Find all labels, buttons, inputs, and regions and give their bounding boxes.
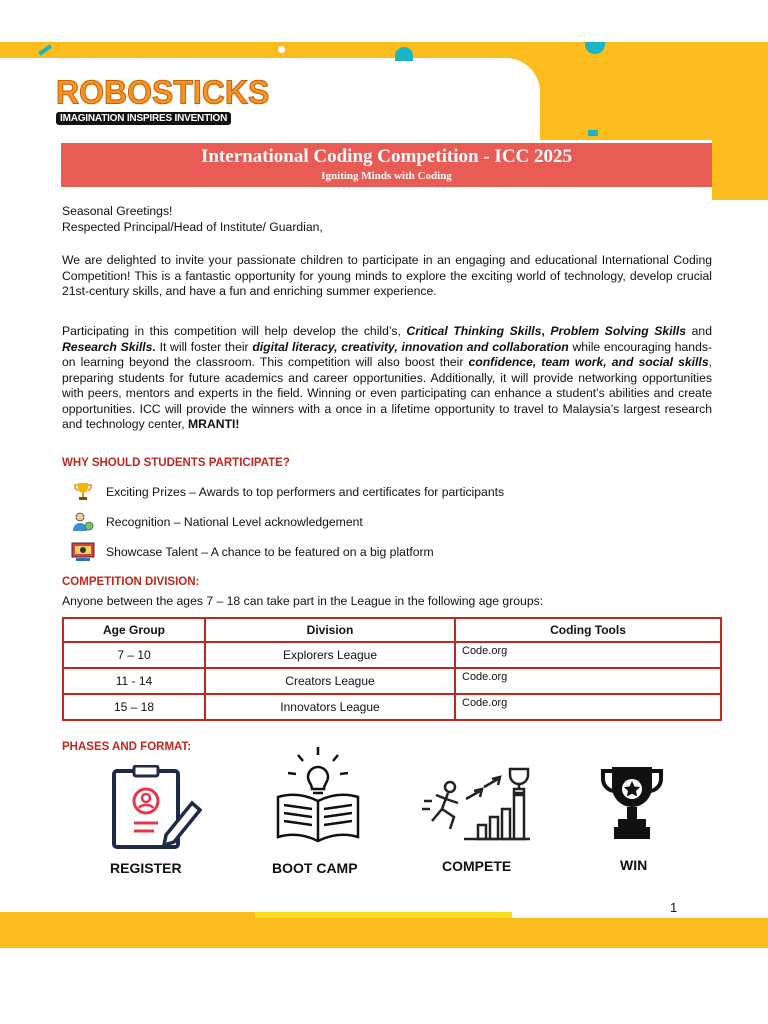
table-header: Division [205,618,455,642]
benefits-highlight: Research Skills. [62,339,156,354]
table-cell: 15 – 18 [63,694,205,720]
header-right-strip [712,140,768,200]
white-dot-decoration [278,46,285,53]
page-title: International Coding Competition - ICC 2025 [200,146,573,167]
table-header: Age Group [63,618,205,642]
runner-growth-chart-icon [420,765,532,848]
division-table [62,617,722,721]
greeting-line: Seasonal Greetings! [62,204,173,218]
benefits-text: Participating in this competition will help develop the child’s, [62,324,407,338]
why-item-text: Exciting Prizes – Awards to top performers and certificates for participants [106,485,505,499]
table-cell: 7 – 10 [63,642,205,668]
page-number: 1 [670,900,678,915]
benefits-highlight: confidence, team work, and social skills [468,355,709,369]
why-item-text: Showcase Talent – A chance to be featured on a big platform [106,545,434,559]
salutation-line: Respected Principal/Head of Institute/ Guardian, [62,219,323,234]
table-row [63,694,721,720]
table-header: Coding Tools [455,618,721,642]
benefits-highlight: Problem Solving Skills [550,324,687,338]
division-intro: Anyone between the ages 7 – 18 can take part in the League in the following age groups: [62,594,544,608]
benefits-text: while encouraging hands-on learning beyond the classroom. This competition will also boost their [62,339,713,369]
why-item [70,481,504,503]
benefits-text: and [686,324,712,338]
page-subtitle: Igniting Minds with Coding [321,170,452,182]
greeting [62,204,712,235]
table-row [63,668,721,694]
phase-compete-label: COMPETE [442,858,512,874]
phase-win-label: WIN [620,857,648,873]
benefits-text: , preparing students for future academics and career opportunities. Additionally, it will provide networking opportunities with peers, mentors and experts in the field. Winning or even participating can enhance a student’s abilities and create opportunities. ICC will provide the winners with a once in a lifetime opportunity to travel to Malaysia’s largest research and technology center, [62,355,712,431]
teal-dash-decoration [588,130,598,136]
phase-bootcamp-label: BOOT CAMP [272,860,358,876]
division-heading: COMPETITION DIVISION: [62,576,200,588]
table-cell: Explorers League [205,642,455,668]
trophy-icon [70,481,96,503]
table-row [63,642,721,668]
logo-wordmark: ROBOSTICKS [56,73,270,111]
phase-register-label: REGISTER [110,860,182,876]
robosticks-logo [56,73,270,126]
recognition-icon [70,511,96,533]
trophy-star-icon [600,763,664,848]
benefits-highlight: MRANTI! [188,417,240,431]
table-cell: Creators League [205,668,455,694]
why-heading: WHY SHOULD STUDENTS PARTICIPATE? [62,457,290,469]
benefits-highlight: digital literacy, creativity, innovation and collaboration [252,339,569,354]
table-header-row [63,618,721,642]
why-item-text: Recognition – National Level acknowledgement [106,515,363,529]
benefits-paragraph [62,324,712,433]
benefits-text: It will foster their [155,339,253,354]
logo-tagline: IMAGINATION INSPIRES INVENTION [56,112,231,125]
table-cell: Code.org [455,642,721,668]
table-cell: Code.org [455,668,721,694]
footer-yellow-band [0,918,768,948]
why-item [70,541,434,563]
why-item [70,511,363,533]
showcase-icon [70,541,96,563]
phases-heading: PHASES AND FORMAT: [62,741,192,753]
table-cell: Code.org [455,694,721,720]
teal-dot-decoration [395,47,413,61]
title-banner [61,143,712,187]
register-clipboard-icon [110,765,202,854]
book-lightbulb-icon [274,745,362,848]
table-cell: Innovators League [205,694,455,720]
intro-paragraph: We are delighted to invite your passionate children to participate in an engaging and educational International Coding Competition! This is a fantastic opportunity for young minds to explore the exciting world of technology, develop crucial 21st-century skills, and have a fun and enriching summer experience. [62,253,712,298]
benefits-highlight: Critical Thinking Skills [406,324,542,338]
table-cell: 11 - 14 [63,668,205,694]
benefits-text: , [541,324,551,338]
